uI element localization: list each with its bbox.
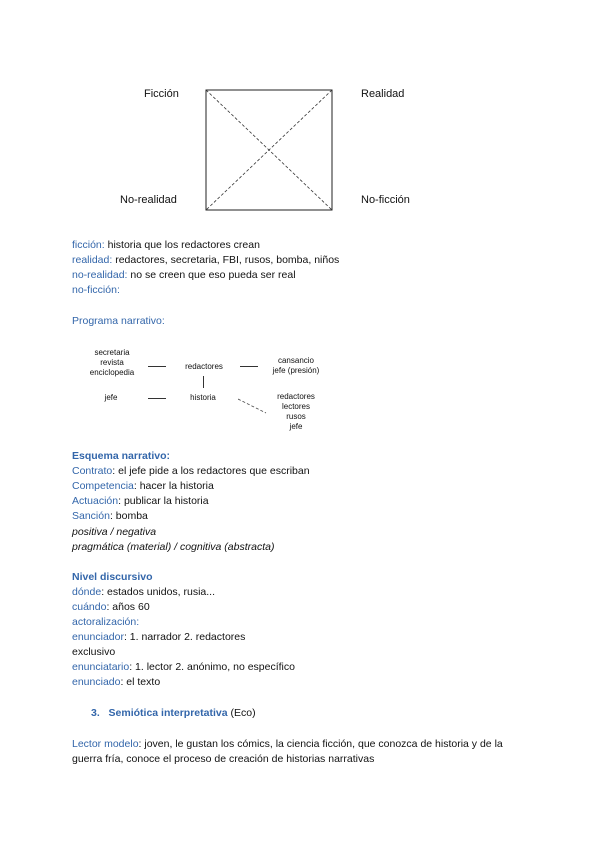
- programa-right-top: [264, 356, 328, 376]
- programa-item: jefe (presión): [272, 366, 320, 375]
- definition-text: historia que los redactores crean: [104, 239, 260, 251]
- square-top-right-label: Realidad: [361, 88, 405, 100]
- nivel-item: [72, 586, 215, 598]
- section-title: Semiótica interpretativa: [108, 707, 228, 719]
- lector-line-1: [72, 738, 503, 750]
- programa-right-bottom: [268, 392, 324, 432]
- square-bottom-right-label: No-ficción: [361, 194, 410, 206]
- nivel-text: exclusivo: [72, 646, 116, 658]
- esquema-text: : bomba: [109, 510, 148, 522]
- definition-text: no se creen que eso pueda ser real: [127, 269, 296, 281]
- nivel-text: : estados unidos, rusia...: [101, 586, 216, 598]
- nivel-term: actoralización: [72, 616, 137, 628]
- definition-text: redactores, secretaria, FBI, rusos, bomba, niños: [112, 254, 340, 266]
- definition-term: no-realidad:: [72, 269, 128, 281]
- programa-heading: Programa narrativo:: [72, 315, 165, 327]
- definition-term: realidad:: [72, 254, 113, 266]
- esquema-text: : el jefe pide a los redactores que escriban: [112, 465, 310, 477]
- programa-item: lectores: [281, 402, 310, 411]
- programa-item: secretaria: [94, 348, 130, 357]
- esquema-text: : hacer la historia: [133, 480, 214, 492]
- nivel-text: : el texto: [120, 676, 161, 688]
- nivel-item: [72, 661, 295, 673]
- programa-item: revista: [100, 358, 124, 367]
- nivel-term: cuándo: [72, 601, 107, 613]
- square-top-left-label: Ficción: [144, 88, 179, 100]
- definition-no-realidad: [72, 269, 296, 281]
- programa-item: cansancio: [277, 356, 315, 365]
- programa-item: rusos: [286, 412, 306, 421]
- esquema-item: [72, 465, 310, 477]
- square-diagram: [205, 89, 333, 211]
- nivel-text: : años 60: [106, 601, 150, 613]
- esquema-heading: Esquema narrativo:: [72, 450, 171, 462]
- connector-vertical: [203, 376, 204, 388]
- definition-no-ficcion: [72, 284, 120, 296]
- square-bottom-left-label: No-realidad: [120, 194, 177, 206]
- section-3-heading: [91, 707, 256, 719]
- esquema-text: : publicar la historia: [118, 495, 209, 507]
- esquema-term: Actuación: [72, 495, 119, 507]
- nivel-item: [72, 676, 160, 688]
- lector-line-2: guerra fría, conoce el proceso de creación de historias narrativas: [72, 753, 375, 765]
- programa-item: redactores: [277, 392, 315, 401]
- nivel-heading: Nivel discursivo: [72, 571, 153, 583]
- connector-line: [240, 366, 258, 367]
- esquema-term: Competencia: [72, 480, 134, 492]
- nivel-term: enunciador: [72, 631, 124, 643]
- lector-text: : joven, le gustan los cómics, la ciencia ficción, que conozca de historia y de la: [138, 738, 503, 750]
- esquema-italic-line-2: pragmática (material) / cognitiva (abstracta): [72, 541, 275, 553]
- section-suffix: (Eco): [227, 707, 256, 719]
- nivel-item: [72, 616, 139, 628]
- nivel-term: enunciatario: [72, 661, 130, 673]
- esquema-term: Sanción: [72, 510, 110, 522]
- nivel-term: dónde: [72, 586, 102, 598]
- esquema-term: Contrato: [72, 465, 113, 477]
- definition-ficcion: [72, 239, 260, 251]
- nivel-item: [72, 631, 245, 643]
- nivel-term: enunciado: [72, 676, 121, 688]
- definition-realidad: [72, 254, 339, 266]
- esquema-italic-line-1: positiva / negativa: [72, 526, 157, 538]
- programa-center-top: redactores: [185, 362, 223, 371]
- esquema-item: [72, 495, 209, 507]
- connector-dashed-diagonal: [238, 397, 268, 415]
- nivel-item: [72, 601, 150, 613]
- connector-line: [148, 366, 166, 367]
- nivel-text: : 1. narrador 2. redactores: [123, 631, 246, 643]
- programa-item: enciclopedia: [89, 368, 135, 377]
- nivel-text: : 1. lector 2. anónimo, no específico: [129, 661, 295, 673]
- definition-term: no-ficción:: [72, 284, 120, 296]
- programa-left-bottom: jefe: [104, 393, 118, 402]
- programa-item: jefe: [289, 422, 303, 431]
- programa-center-bottom: historia: [190, 393, 216, 402]
- programa-left-top: [84, 348, 140, 378]
- nivel-text: :: [136, 616, 140, 628]
- lector-term: Lector modelo: [72, 738, 139, 750]
- section-number: 3.: [91, 707, 100, 719]
- connector-line: [148, 398, 166, 399]
- definition-term: ficción:: [72, 239, 105, 251]
- esquema-item: [72, 480, 214, 492]
- esquema-item: [72, 510, 148, 522]
- nivel-item: [72, 646, 115, 658]
